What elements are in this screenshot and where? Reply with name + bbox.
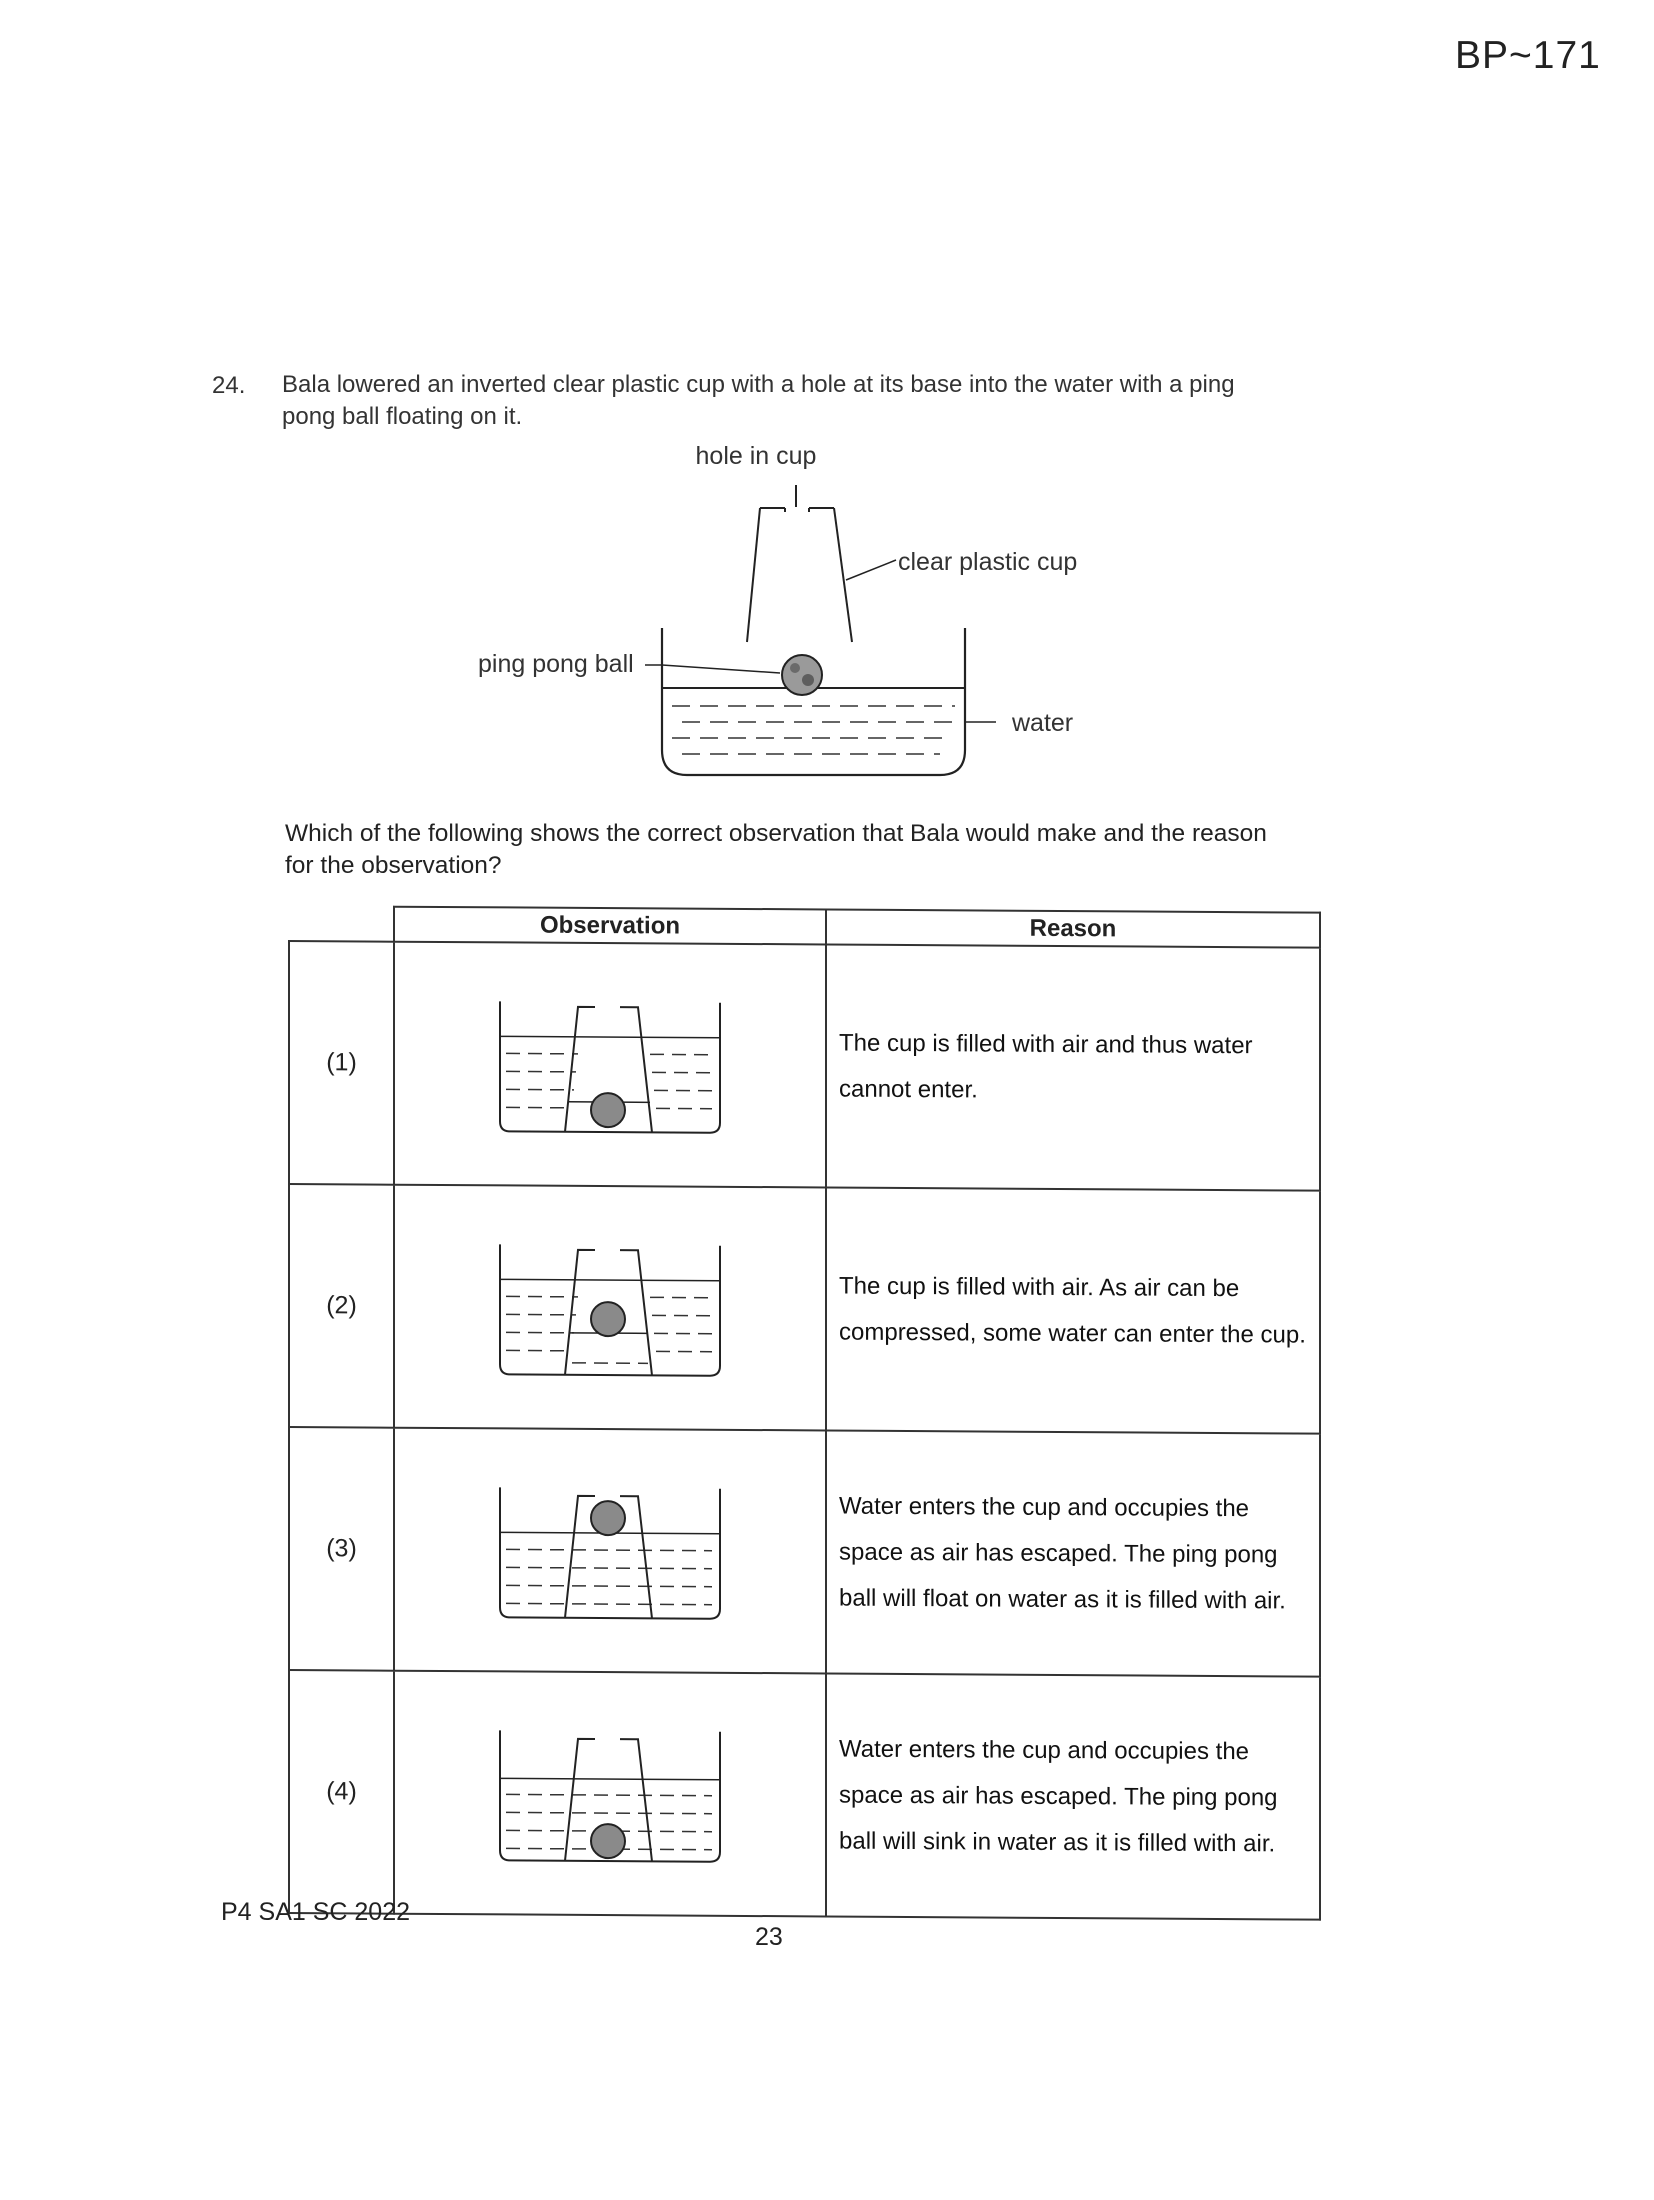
cup-label: clear plastic cup xyxy=(898,548,1078,576)
observation-figure-1 xyxy=(394,942,826,1188)
clear-plastic-cup xyxy=(747,508,852,642)
observation-figure-4 xyxy=(394,1671,826,1917)
question-number: 24. xyxy=(212,372,246,399)
option-number: (4) xyxy=(289,1670,394,1914)
reason-text: The cup is filled with air. As air can be compressed, some water can enter the cup. xyxy=(826,1187,1320,1433)
ping-pong-ball-icon xyxy=(782,655,822,695)
observation-2-diagram xyxy=(460,1224,760,1386)
header-blank xyxy=(289,906,394,942)
reason-text: Water enters the cup and occupies the space as air has escaped. The ping pong ball will float on water as it is filled with air. xyxy=(826,1430,1320,1676)
header-observation: Observation xyxy=(394,907,826,945)
observation-figure-2 xyxy=(394,1185,826,1431)
observation-1-diagram xyxy=(460,981,760,1143)
footer-page-number: 23 xyxy=(755,1923,783,1951)
observation-3-diagram xyxy=(460,1467,760,1629)
footer-exam-label: P4 SA1 SC 2022 xyxy=(221,1898,411,1926)
options-table xyxy=(288,905,1321,1921)
observation-4-diagram xyxy=(460,1710,760,1872)
water-surface-dashes xyxy=(672,706,955,754)
option-number: (3) xyxy=(289,1427,394,1671)
option-row-2[interactable] xyxy=(289,1184,1320,1434)
water-container xyxy=(662,628,965,775)
ball-label: ping pong ball xyxy=(478,650,634,678)
reason-text: Water enters the cup and occupies the space as air has escaped. The ping pong ball will sink in water as it is filled with air. xyxy=(826,1673,1320,1919)
option-row-3[interactable] xyxy=(289,1427,1320,1677)
page-code: BP~171 xyxy=(1455,34,1601,77)
option-row-4[interactable] xyxy=(289,1670,1320,1920)
option-number: (1) xyxy=(289,941,394,1185)
option-number: (2) xyxy=(289,1184,394,1428)
reason-text: The cup is filled with air and thus water cannot enter. xyxy=(826,944,1320,1190)
question-prompt: Which of the following shows the correct observation that Bala would make and the reason for the observation? xyxy=(285,820,1267,879)
cup-in-water-diagram xyxy=(440,430,1140,790)
option-row-1[interactable] xyxy=(289,941,1320,1191)
hole-label: hole in cup xyxy=(695,442,817,470)
observation-figure-3 xyxy=(394,1428,826,1674)
header-reason: Reason xyxy=(826,909,1320,947)
water-label: water xyxy=(1012,709,1074,737)
question-stem: Bala lowered an inverted clear plastic cup with a hole at its base into the water with a ping pong ball floating on it. xyxy=(282,371,1235,430)
